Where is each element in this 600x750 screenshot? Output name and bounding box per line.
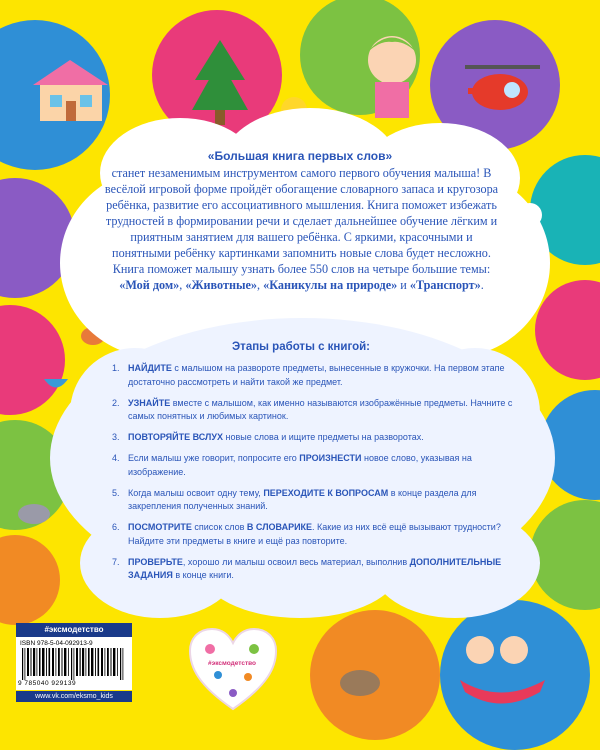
heart-label: #эксмодетство [207, 660, 257, 667]
theme-3: «Каникулы на природе» [263, 278, 398, 292]
intro-paragraph: станет незаменимым инструментом самого первого обучения малыша! В весёлой игровой форме пройдёт обогащение словарного запаса и кругозора ребёнка, развитие его ассоциативного мышления. Книга поможет избежать трудностей в формировании речи и сделает дальнейшее обучение лёгким и приятным занятием для вашего ребёнка. С яркими, красочными и понятными ребёнку картинками запомнить новые слова будет несложно. Книга поможет малышу узнать более 550 слов на четыре большие темы: «Мой дом», «Животные», «Каникулы на природе» и «Транспорт». [104, 166, 499, 292]
vk-link[interactable]: www.vk.com/eksmo_kids [16, 691, 132, 702]
kids-sled-icon [450, 620, 550, 710]
theme-1: «Мой дом» [119, 278, 180, 292]
barcode-icon [20, 648, 128, 680]
step-item: 7. ПРОВЕРЬТЕ, хорошо ли малыш освоил весь материал, выполнив ДОПОЛНИТЕЛЬНЫЕ ЗАДАНИЯ в конце книги. [112, 556, 502, 580]
publisher-tag: #эксмодетство [16, 623, 132, 637]
steps-list [112, 362, 524, 590]
theme-4: «Транспорт» [409, 278, 481, 292]
tree-icon [190, 35, 250, 130]
step-item: 2. УЗНАЙТЕ вместе с малышом, как именно называются изображённые предметы. Начните с самых понятных и любимых картинок. [112, 397, 513, 421]
barcode-number: 9 785040 929139 [18, 680, 77, 687]
step-item: 4. Если малыш уже говорит, попросите его ПРОИЗНЕСТИ новое слово, указывая на изображение. [112, 453, 472, 477]
step-item: 6. ПОСМОТРИТЕ список слов В СЛОВАРИКЕ. Какие из них всё ещё вызывают трудности? Найдите эти предметы в книге и ещё раз повторите. [112, 522, 501, 546]
step-item: 3. ПОВТОРЯЙТЕ ВСЛУХ новые слова и ищите предметы на разворотах. [112, 432, 424, 442]
intro-text: станет незаменимым инструментом самого первого обучения малыша! В весёлой игровой форме пройдёт обогащение словарного запаса и кругозора ребёнка, развитие его ассоциативного мышления. Книга поможет избежать трудностей в формировании речи и сделает дальнейшее обучение лёгким и приятным занятием для вашего ребёнка. С яркими, красочными и понятными ребёнку картинками запомнить новые слова будет несложно. Книга поможет малышу узнать более 550 слов на четыре большие темы: [104, 166, 499, 276]
rabbit-icon [330, 645, 390, 705]
step-item: 5. Когда малыш освоит одну тему, ПЕРЕХОДИТЕ К ВОПРОСАМ в конце раздела для закрепления полученных знаний. [112, 487, 477, 511]
book-title: «Большая книга первых слов» [207, 149, 393, 163]
house-icon [28, 55, 113, 125]
girl-icon [355, 20, 430, 120]
steps-heading: Этапы работы с книгой: [232, 341, 371, 353]
isbn-text: ISBN 978-5-04-092913-9 [20, 640, 93, 647]
theme-2: «Животные» [185, 278, 257, 292]
step-item: 1. НАЙДИТЕ с малышом на развороте предметы, вынесенные в кружочки. На первом этапе достаточно рассмотреть и найти такой же предмет. [112, 363, 505, 387]
helicopter-icon [460, 60, 545, 120]
heart-icon [188, 627, 278, 712]
